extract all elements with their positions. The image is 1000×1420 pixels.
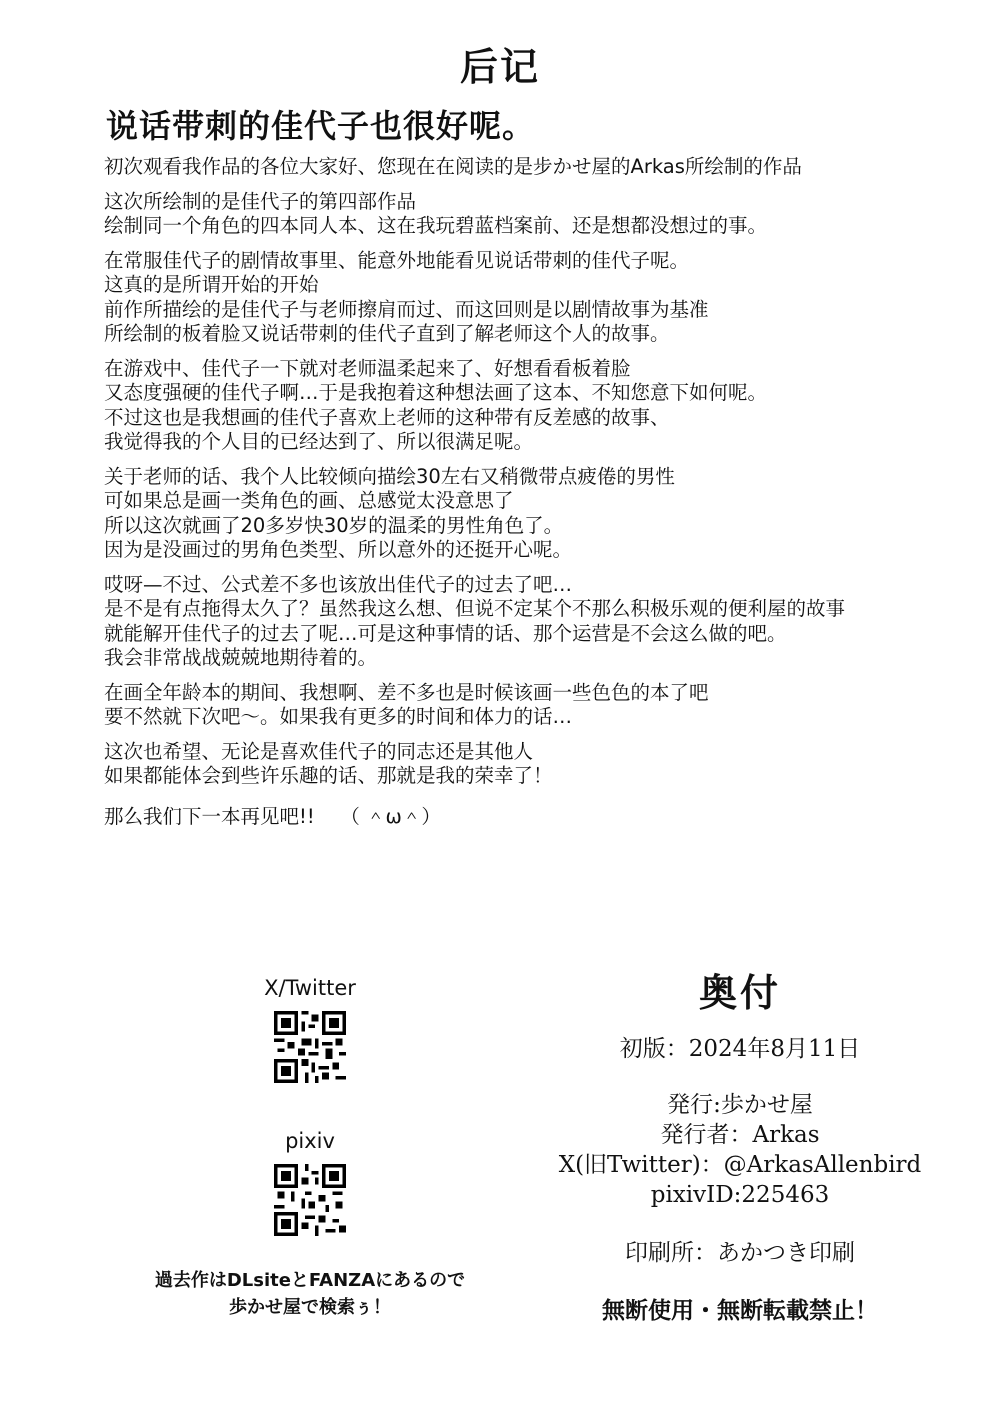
text-line: 是不是有点拖得太久了？虽然我这么想、但说不定某个不那么积极乐观的便利屋的故事	[104, 597, 846, 620]
paragraph	[104, 190, 984, 239]
text-line: 如果都能体会到些许乐趣的话、那就是我的荣幸了！	[104, 764, 553, 787]
pixiv-block	[200, 1128, 420, 1236]
text-line: 我觉得我的个人目的已经达到了、所以很满足呢。	[104, 430, 534, 453]
text-line: 前作所描绘的是佳代子与老师擦肩而过、而这回则是以剧情故事为基准	[104, 297, 709, 321]
colophon	[510, 970, 970, 1326]
paragraph	[104, 681, 984, 730]
text-line: 所绘制的板着脸又说话带刺的佳代子直到了解老师这个人的故事。	[104, 322, 670, 345]
text-line: 因为是没画过的男角色类型、所以意外的还挺开心呢。	[104, 538, 573, 561]
text-line: 又态度强硬的佳代子啊…于是我抱着这种想法画了这本、不知您意下如何呢。	[104, 381, 768, 404]
text-line: 这次所绘制的是佳代子的第四部作品	[104, 189, 417, 213]
paragraph	[104, 155, 984, 180]
twitter-label: X/Twitter	[264, 976, 356, 1000]
twitter-block	[200, 975, 420, 1083]
copyright-notice: 無断使用・無断転載禁止！	[602, 1297, 878, 1324]
text-line: 这真的是所谓开始的开始	[104, 273, 319, 296]
afterword-body	[104, 155, 984, 829]
twitter-qr-code[interactable]	[274, 1011, 346, 1083]
colophon-title: 奥付	[698, 970, 781, 1015]
text-line: 在常服佳代子的剧情故事里、能意外地能看见说话带刺的佳代子呢。	[104, 248, 690, 272]
author: 発行者：Arkas	[660, 1122, 820, 1148]
printer: 印刷所：あかつき印刷	[625, 1240, 855, 1266]
text-line: 关于老师的话、我个人比较倾向描绘30左右又稍微带点疲倦的男性	[104, 464, 675, 488]
text-line: 这次也希望、无论是喜欢佳代子的同志还是其他人	[104, 739, 534, 763]
publisher: 発行:歩かせ屋	[667, 1092, 813, 1118]
text-line: 绘制同一个角色的四本同人本、这在我玩碧蓝档案前、还是想都没想过的事。	[104, 214, 768, 237]
text-line: 要不然就下次吧〜。如果我有更多的时间和体力的话…	[104, 705, 573, 728]
text-line: 我会非常战战兢兢地期待着的。	[104, 646, 378, 669]
paragraph	[104, 357, 984, 455]
pixiv-label: pixiv	[285, 1129, 335, 1153]
pixiv-qr-code[interactable]	[274, 1164, 346, 1236]
afterword-headline: 说话带刺的佳代子也很好呢。	[106, 107, 536, 145]
promo-text	[100, 1267, 520, 1321]
paragraph	[104, 249, 984, 347]
text-line: 可如果总是画一类角色的画、总感觉太没意思了	[104, 489, 514, 512]
first-edition: 初版：2024年8月11日	[619, 1036, 861, 1062]
paragraph	[104, 740, 984, 789]
promo-line: 過去作はDLsiteとFANZAにあるので	[154, 1270, 466, 1291]
pixiv-id: pixivID:225463	[650, 1182, 830, 1208]
text-line: 哎呀—不过、公式差不多也该放出佳代子的过去了吧…	[104, 572, 573, 596]
text-line: 初次观看我作品的各位大家好、您现在在阅读的是步かせ屋的Arkas所绘制的作品	[104, 155, 802, 178]
paragraph	[104, 465, 984, 563]
text-line: 在画全年龄本的期间、我想啊、差不多也是时候该画一些色色的本了吧	[104, 680, 709, 704]
text-line: 就能解开佳代子的过去了呢…可是这种事情的话、那个运营是不会这么做的吧。	[104, 621, 787, 645]
text-line: 所以这次就画了20多岁快30岁的温柔的男性角色了。	[104, 513, 564, 537]
afterword-title: 后记	[459, 45, 540, 89]
closing-line: 那么我们下一本再见吧!! （ ＾ω＾）	[104, 804, 441, 828]
twitter-handle: X(旧Twitter)：@ArkasAllenbird	[558, 1152, 922, 1178]
paragraph	[104, 573, 984, 671]
text-line: 在游戏中、佳代子一下就对老师温柔起来了、好想看看板着脸	[104, 356, 631, 380]
promo-line: 歩かせ屋で検索ぅ！	[229, 1297, 391, 1318]
text-line: 不过这也是我想画的佳代子喜欢上老师的这种带有反差感的故事、	[104, 405, 670, 429]
